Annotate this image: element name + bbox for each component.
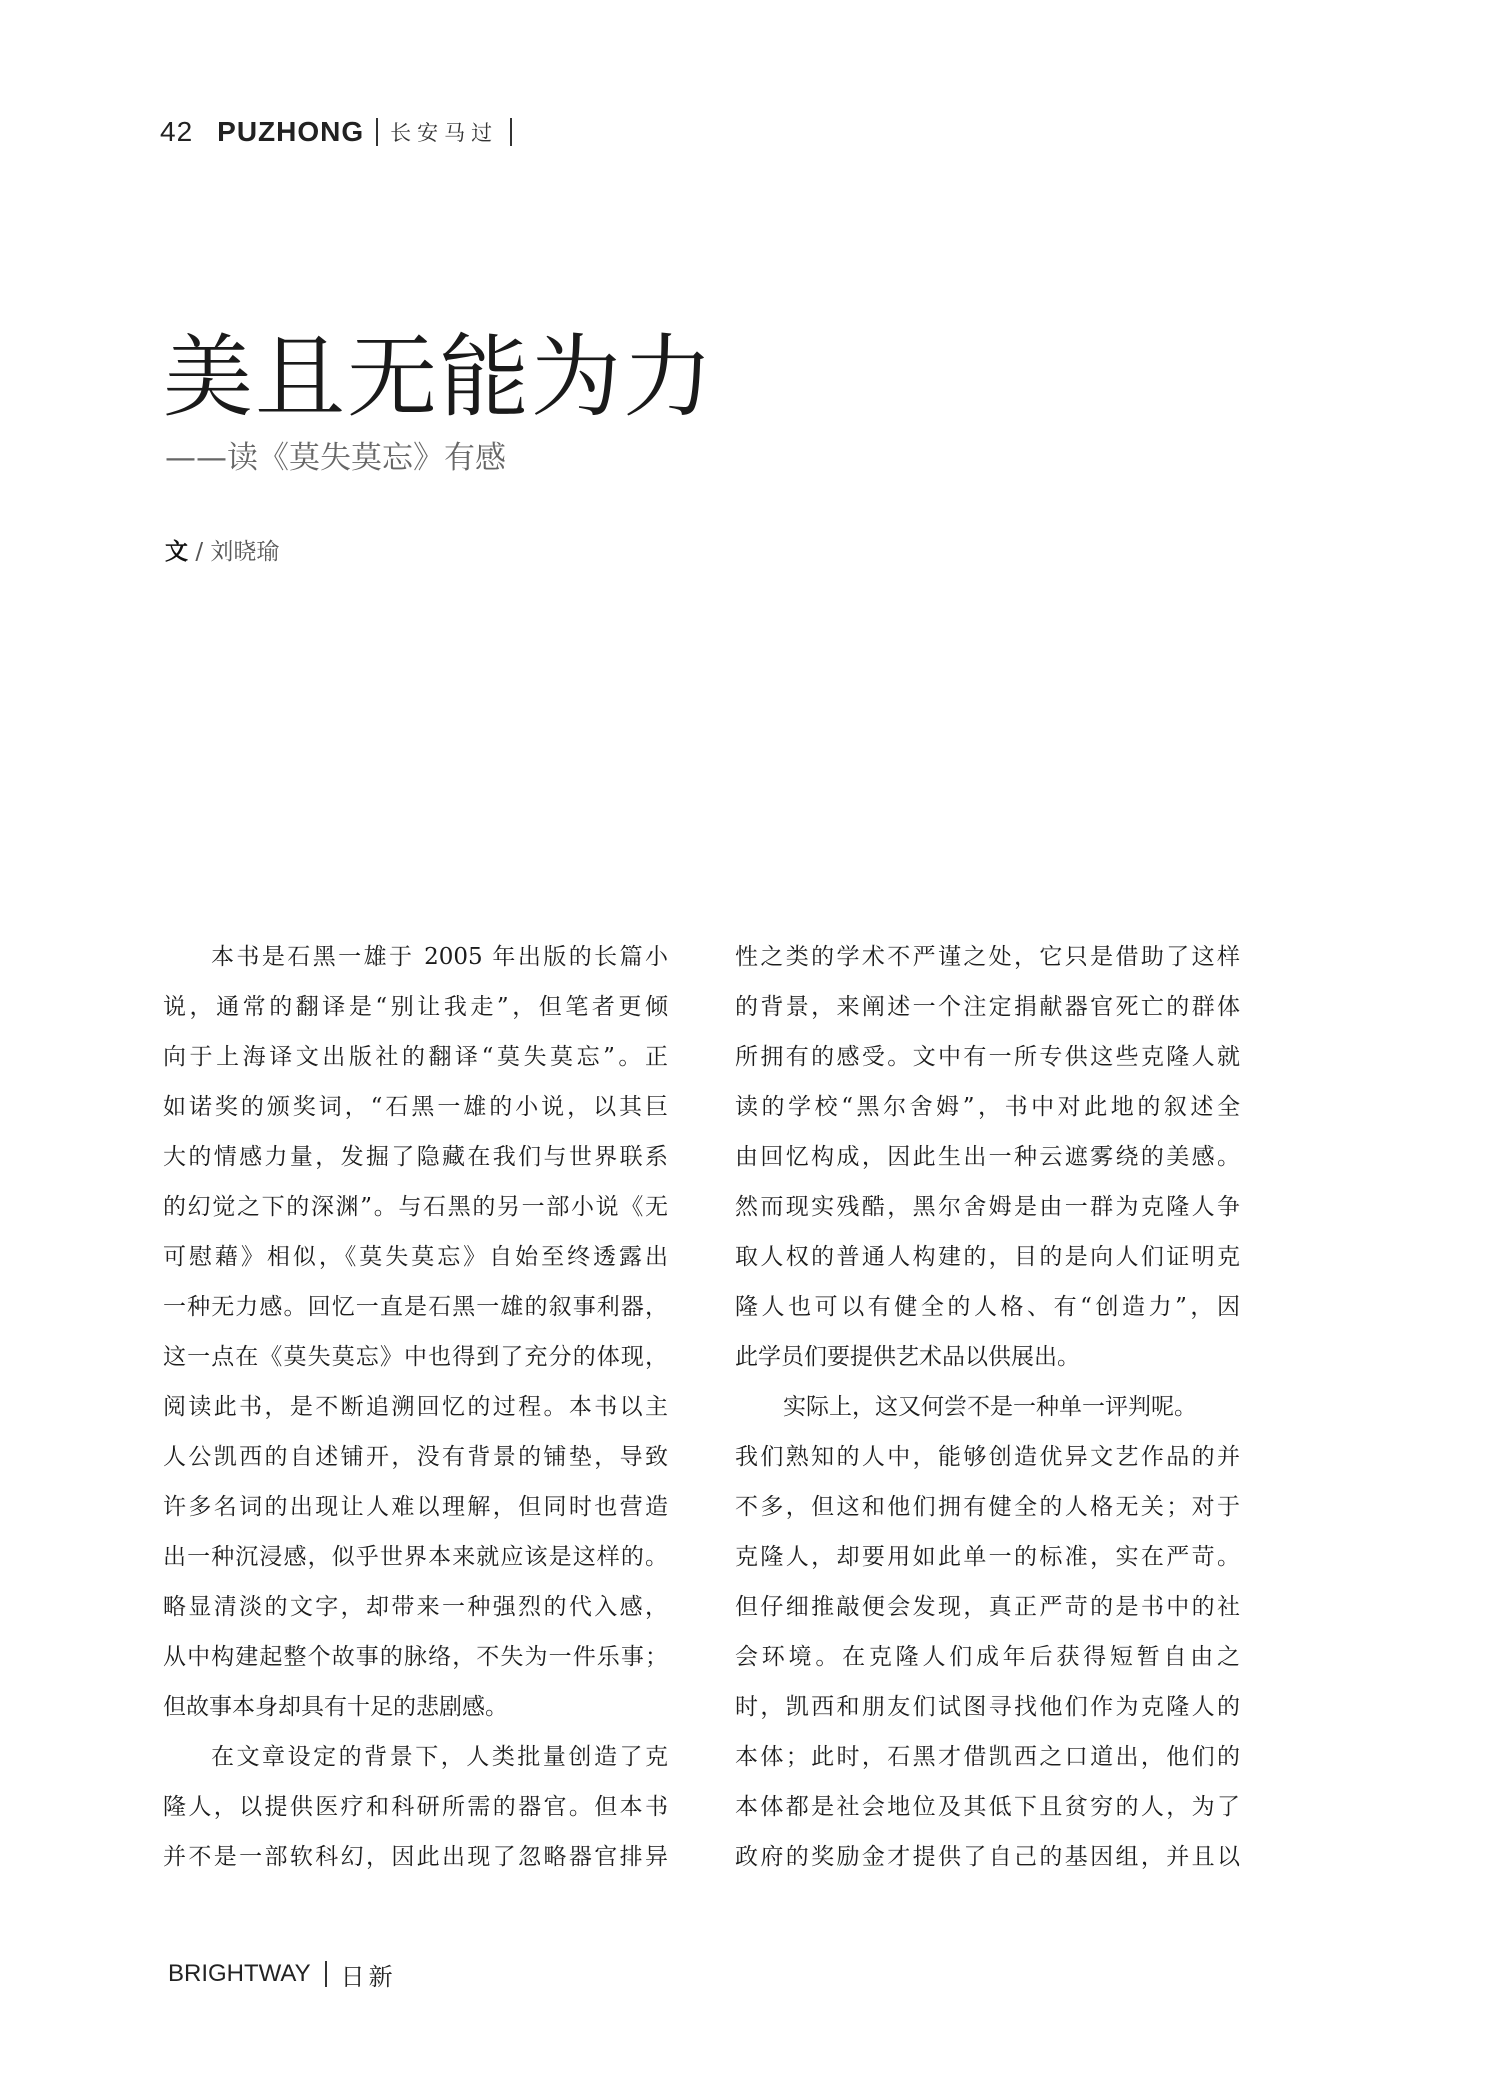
body-line: 但故事本身却具有十足的悲剧感。 — [163, 1694, 508, 1720]
body-line: 的背景，来阐述一个注定捐献器官死亡的群体 — [735, 994, 1240, 1020]
body-line: 实际上，这又何尝不是一种单一评判呢。 — [783, 1394, 1197, 1420]
running-header — [160, 112, 524, 152]
byline — [165, 536, 279, 568]
body-line: 时，凯西和朋友们试图寻找他们作为克隆人的 — [735, 1694, 1240, 1720]
page-number: 42 — [160, 116, 194, 147]
body-line: 克隆人，却要用如此单一的标准，实在严苛。 — [735, 1544, 1240, 1570]
running-footer — [168, 1956, 397, 1992]
body-line: 由回忆构成，因此生出一种云遮雾绕的美感。 — [735, 1144, 1240, 1170]
body-line: 然而现实残酷，黑尔舍姆是由一群为克隆人争 — [735, 1194, 1240, 1220]
body-line: 人公凯西的自述铺开，没有背景的铺垫，导致 — [163, 1444, 668, 1470]
body-line: 会环境。在克隆人们成年后获得短暂自由之 — [735, 1644, 1240, 1670]
byline-prefix: 文 — [165, 539, 188, 565]
body-line: 政府的奖励金才提供了自己的基因组，并且以 — [735, 1844, 1240, 1870]
body-line: 说，通常的翻译是“别让我走”，但笔者更倾 — [163, 994, 668, 1020]
body-line: 略显清淡的文字，却带来一种强烈的代入感， — [163, 1594, 668, 1620]
body-line: 我们熟知的人中，能够创造优异文艺作品的并 — [735, 1444, 1240, 1470]
body-line: 这一点在《莫失莫忘》中也得到了充分的体现， — [163, 1344, 668, 1370]
byline-separator: / — [195, 539, 204, 565]
article-subtitle: ——读《莫失莫忘》有感 — [165, 440, 506, 476]
body-line: 从中构建起整个故事的脉络，不失为一件乐事； — [163, 1644, 668, 1670]
body-line: 取人权的普通人构建的，目的是向人们证明克 — [735, 1244, 1240, 1270]
body-line: 向于上海译文出版社的翻译“莫失莫忘”。正 — [163, 1044, 668, 1070]
section-name: 长安马过 — [390, 121, 499, 145]
body-line: 所拥有的感受。文中有一所专供这些克隆人就 — [735, 1044, 1240, 1070]
body-column-left — [163, 932, 668, 1882]
header-divider-end — [510, 118, 512, 146]
body-line: 此学员们要提供艺术品以供展出。 — [735, 1344, 1080, 1370]
body-line: 一种无力感。回忆一直是石黑一雄的叙事利器， — [163, 1294, 668, 1320]
footer-brand-cn: 日新 — [340, 1962, 397, 1991]
author-name: 刘晓瑜 — [210, 539, 280, 565]
body-line: 许多名词的出现让人难以理解，但同时也营造 — [163, 1494, 668, 1520]
body-line: 的幻觉之下的深渊”。与石黑的另一部小说《无 — [163, 1194, 668, 1220]
body-line: 大的情感力量，发掘了隐藏在我们与世界联系 — [163, 1144, 668, 1170]
footer-brand: BRIGHTWAY — [168, 1960, 311, 1987]
header-divider — [376, 118, 378, 146]
body-line: 可慰藉》相似，《莫失莫忘》自始至终透露出 — [163, 1244, 668, 1270]
body-line: 阅读此书，是不断追溯回忆的过程。本书以主 — [163, 1394, 668, 1420]
body-line: 隆人，以提供医疗和科研所需的器官。但本书 — [163, 1794, 668, 1820]
article-title: 美且无能为力 — [163, 325, 715, 430]
footer-divider — [325, 1961, 327, 1987]
body-line: 出一种沉浸感，似乎世界本来就应该是这样的。 — [163, 1544, 668, 1570]
body-line: 在文章设定的背景下，人类批量创造了克 — [211, 1744, 668, 1770]
body-line: 本体都是社会地位及其低下且贫穷的人，为了 — [735, 1794, 1240, 1820]
body-line: 如诺奖的颁奖词，“石黑一雄的小说，以其巨 — [163, 1094, 668, 1120]
magazine-name: PUZHONG — [217, 116, 365, 147]
body-line: 性之类的学术不严谨之处，它只是借助了这样 — [735, 944, 1240, 970]
body-column-right — [735, 932, 1240, 1882]
body-line: 本体；此时，石黑才借凯西之口道出，他们的 — [735, 1744, 1240, 1770]
body-line: 不多，但这和他们拥有健全的人格无关；对于 — [735, 1494, 1240, 1520]
body-line: 但仔细推敲便会发现，真正严苛的是书中的社 — [735, 1594, 1240, 1620]
body-line: 隆人也可以有健全的人格、有“创造力”，因 — [735, 1294, 1240, 1320]
body-line: 并不是一部软科幻，因此出现了忽略器官排异 — [163, 1844, 668, 1870]
body-line: 本书是石黑一雄于 2005 年出版的长篇小 — [211, 944, 668, 970]
body-line: 读的学校“黑尔舍姆”，书中对此地的叙述全 — [735, 1094, 1240, 1120]
